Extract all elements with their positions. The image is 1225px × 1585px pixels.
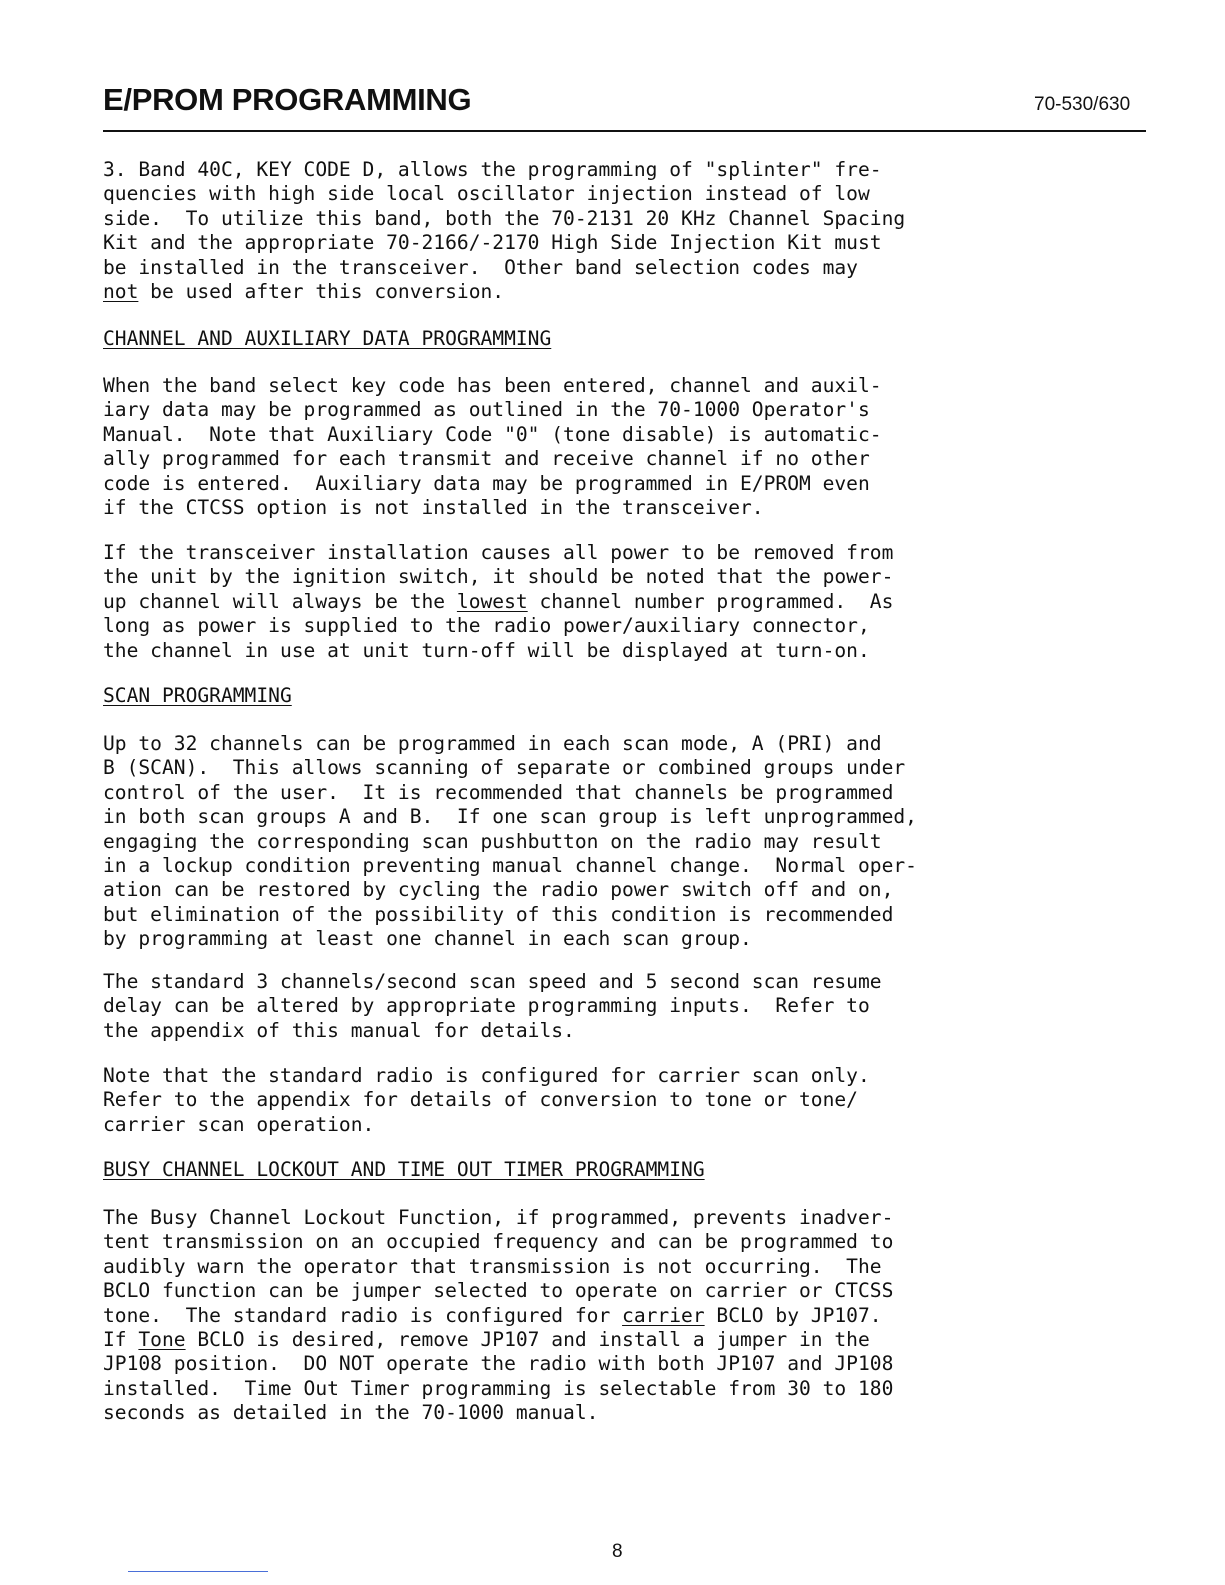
paragraph-scan-groups <box>103 732 917 952</box>
text-line: the appendix of this manual for details. <box>103 1018 575 1042</box>
text-span: tone. The standard radio is configured for <box>103 1303 623 1327</box>
text-line: When the band select key code has been entered, channel and auxil- <box>103 374 882 397</box>
text-span: If <box>103 1328 139 1352</box>
text-line <box>103 590 893 614</box>
text-line: by programming at least one channel in each scan group. <box>103 927 752 951</box>
text-line: in both scan groups A and B. If one scan group is left unprogrammed, <box>103 805 917 829</box>
text-span: channel number programmed. As <box>527 589 894 613</box>
paragraph-band-40c <box>103 158 905 304</box>
text-line: Note that the standard radio is configured for carrier scan only. <box>103 1064 870 1087</box>
emphasis-tone: Tone <box>138 1328 186 1352</box>
section-heading-busy-channel <box>103 1158 705 1182</box>
text-line: in a lockup condition preventing manual channel change. Normal oper- <box>103 854 917 878</box>
text-line: Manual. Note that Auxiliary Code "0" (tone disable) is automatic- <box>103 422 882 446</box>
section-heading-channel <box>103 327 551 351</box>
text-line: delay can be altered by appropriate programming inputs. Refer to <box>103 994 870 1018</box>
text-line: engaging the corresponding scan pushbutton on the radio may result <box>103 829 882 853</box>
text-line: BCLO function can be jumper selected to operate on carrier or CTCSS <box>103 1279 894 1303</box>
emphasis-not: not <box>103 280 139 304</box>
heading-text: SCAN PROGRAMMING <box>103 684 292 707</box>
text-line: ally programmed for each transmit and receive channel if no other <box>103 447 870 471</box>
text-span: BCLO by JP107. <box>704 1303 882 1327</box>
text-line: code is entered. Auxiliary data may be programmed in E/PROM even <box>103 471 870 495</box>
text-line: but elimination of the possibility of this condition is recommended <box>103 902 894 926</box>
text-line: quencies with high side local oscillator injection instead of low <box>103 182 870 206</box>
paragraph-power-up-channel <box>103 541 893 663</box>
text-line: long as power is supplied to the radio power/auxiliary connector, <box>103 614 870 638</box>
text-line: the channel in use at unit turn-off will be displayed at turn-on. <box>103 638 870 662</box>
text-line: installed. Time Out Timer programming is selectable from 30 to 180 <box>103 1376 894 1400</box>
text-line: audibly warn the operator that transmission is not occurring. The <box>103 1254 882 1278</box>
emphasis-lowest: lowest <box>456 589 528 613</box>
text-span: BCLO is desired, remove JP107 and install a jumper in the <box>185 1328 870 1352</box>
text-line: iary data may be programmed as outlined in the 70-1000 Operator's <box>103 398 870 422</box>
text-line: ation can be restored by cycling the radio power switch off and on, <box>103 878 894 902</box>
page-title: E/PROM PROGRAMMING <box>103 82 472 117</box>
footer-rule <box>128 1571 268 1572</box>
text-line: The standard 3 channels/second scan speed and 5 second scan resume <box>103 970 882 993</box>
text-line: If the transceiver installation causes all power to be removed from <box>103 541 894 564</box>
paragraph-channel-data <box>103 374 882 520</box>
paragraph-scan-speed <box>103 970 882 1043</box>
section-heading-scan <box>103 684 292 708</box>
text-span: be used after this conversion. <box>138 280 505 304</box>
text-line: The Busy Channel Lockout Function, if programmed, prevents inadver- <box>103 1206 894 1229</box>
page-number: 8 <box>612 1541 623 1562</box>
document-number: 70-530/630 <box>1034 94 1131 115</box>
paragraph-carrier-scan <box>103 1064 870 1137</box>
text-line: tent transmission on an occupied frequency and can be programmed to <box>103 1230 894 1254</box>
text-line: be installed in the transceiver. Other band selection codes may <box>103 255 858 279</box>
header-divider <box>103 130 1146 132</box>
text-line: if the CTCSS option is not installed in the transceiver. <box>103 496 764 520</box>
emphasis-carrier: carrier <box>622 1303 705 1327</box>
text-line <box>103 1304 893 1328</box>
text-line: control of the user. It is recommended that channels be programmed <box>103 780 894 804</box>
heading-text: BUSY CHANNEL LOCKOUT AND TIME OUT TIMER PROGRAMMING <box>103 1158 705 1181</box>
text-line: side. To utilize this band, both the 70-2131 20 KHz Channel Spacing <box>103 206 906 230</box>
heading-text: CHANNEL AND AUXILIARY DATA PROGRAMMING <box>103 327 552 350</box>
text-span: up channel will always be the <box>103 589 457 613</box>
text-line: JP108 position. DO NOT operate the radio with both JP107 and JP108 <box>103 1352 894 1376</box>
text-line: seconds as detailed in the 70-1000 manual. <box>103 1401 599 1425</box>
text-line <box>103 280 905 304</box>
paragraph-busy-channel-lockout <box>103 1206 893 1426</box>
text-line: B (SCAN). This allows scanning of separate or combined groups under <box>103 756 906 780</box>
text-line: the unit by the ignition switch, it should be noted that the power- <box>103 565 894 589</box>
text-line <box>103 1328 893 1352</box>
text-line: 3. Band 40C, KEY CODE D, allows the programming of "splinter" fre- <box>103 158 882 181</box>
text-line: Kit and the appropriate 70-2166/-2170 High Side Injection Kit must <box>103 231 882 255</box>
text-line: Refer to the appendix for details of conversion to tone or tone/ <box>103 1088 858 1112</box>
text-line: carrier scan operation. <box>103 1112 375 1136</box>
text-line: Up to 32 channels can be programmed in each scan mode, A (PRI) and <box>103 732 882 755</box>
